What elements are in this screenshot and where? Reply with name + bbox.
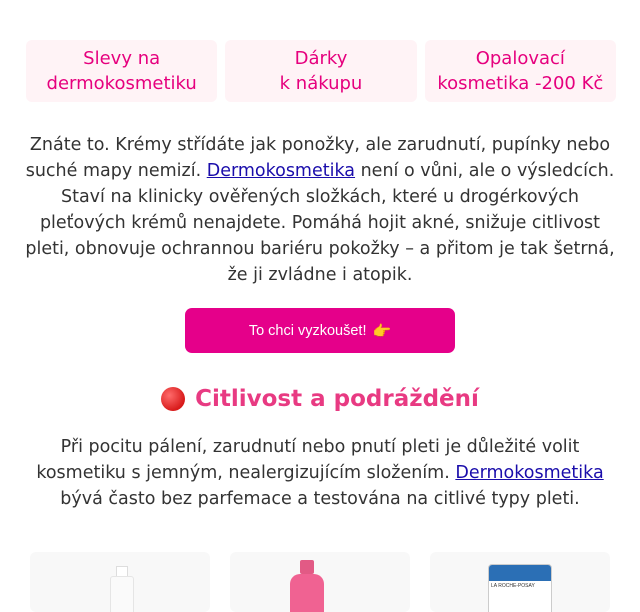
- promo-dermocosmetics-discounts[interactable]: [26, 40, 217, 102]
- white-pump-bottle-image: [110, 566, 132, 612]
- product-card[interactable]: [30, 552, 210, 612]
- section-title-text: Citlivost a podráždění: [195, 386, 479, 412]
- dermocosmetics-link-2[interactable]: Dermokosmetika: [455, 463, 604, 483]
- section-paragraph: [30, 434, 610, 512]
- pink-pump-bottle-image: [290, 560, 324, 612]
- cta-label: To chci vyzkoušet!: [248, 322, 367, 339]
- product-card[interactable]: [230, 552, 410, 612]
- promo-label: Opalovací kosmetika -200 Kč: [437, 48, 604, 94]
- cream-tube-image: [488, 564, 552, 612]
- red-circle-icon: [161, 387, 185, 411]
- dermocosmetics-link[interactable]: Dermokosmetika: [206, 161, 356, 181]
- intro-text: Znáte to. Krémy střídáte jak ponožky, ale zarudnutí, pupínky nebo suché mapy nemizí.: [25, 135, 611, 181]
- promo-sun-cosmetics[interactable]: [425, 40, 616, 102]
- tube-brand-text: LA ROCHE-POSAY: [491, 583, 535, 589]
- promo-label: Dárky k nákupu: [279, 48, 363, 94]
- section-text: Při pocitu pálení, zarudnutí nebo pnutí pleti je důležité volit kosmetiku s jemným, nealergizujícím složením.: [36, 437, 580, 483]
- product-grid: [30, 552, 610, 612]
- intro-text: není o vůni, ale o výsledcích. Staví na klinicky ověřených složkách, které u drogérkových pleťových krémů nenajdete. Pomáhá hojit akné, snižuje citlivost pleti, obnovuje ochrannou bariéru pokožky – a přitom je tak šetrná, že ji zvládne i atopik.: [25, 161, 615, 285]
- pointing-hand-icon: 👉: [372, 322, 392, 340]
- promo-label: Slevy na dermokosmetiku: [46, 48, 197, 94]
- section-text: bývá často bez parfemace a testována na citlivé typy pleti.: [60, 489, 580, 509]
- promo-gifts[interactable]: [225, 40, 416, 102]
- promo-row: [26, 40, 616, 102]
- section-title: [0, 386, 640, 412]
- try-it-button[interactable]: [185, 308, 455, 353]
- intro-paragraph: [20, 132, 620, 288]
- product-card[interactable]: [430, 552, 610, 612]
